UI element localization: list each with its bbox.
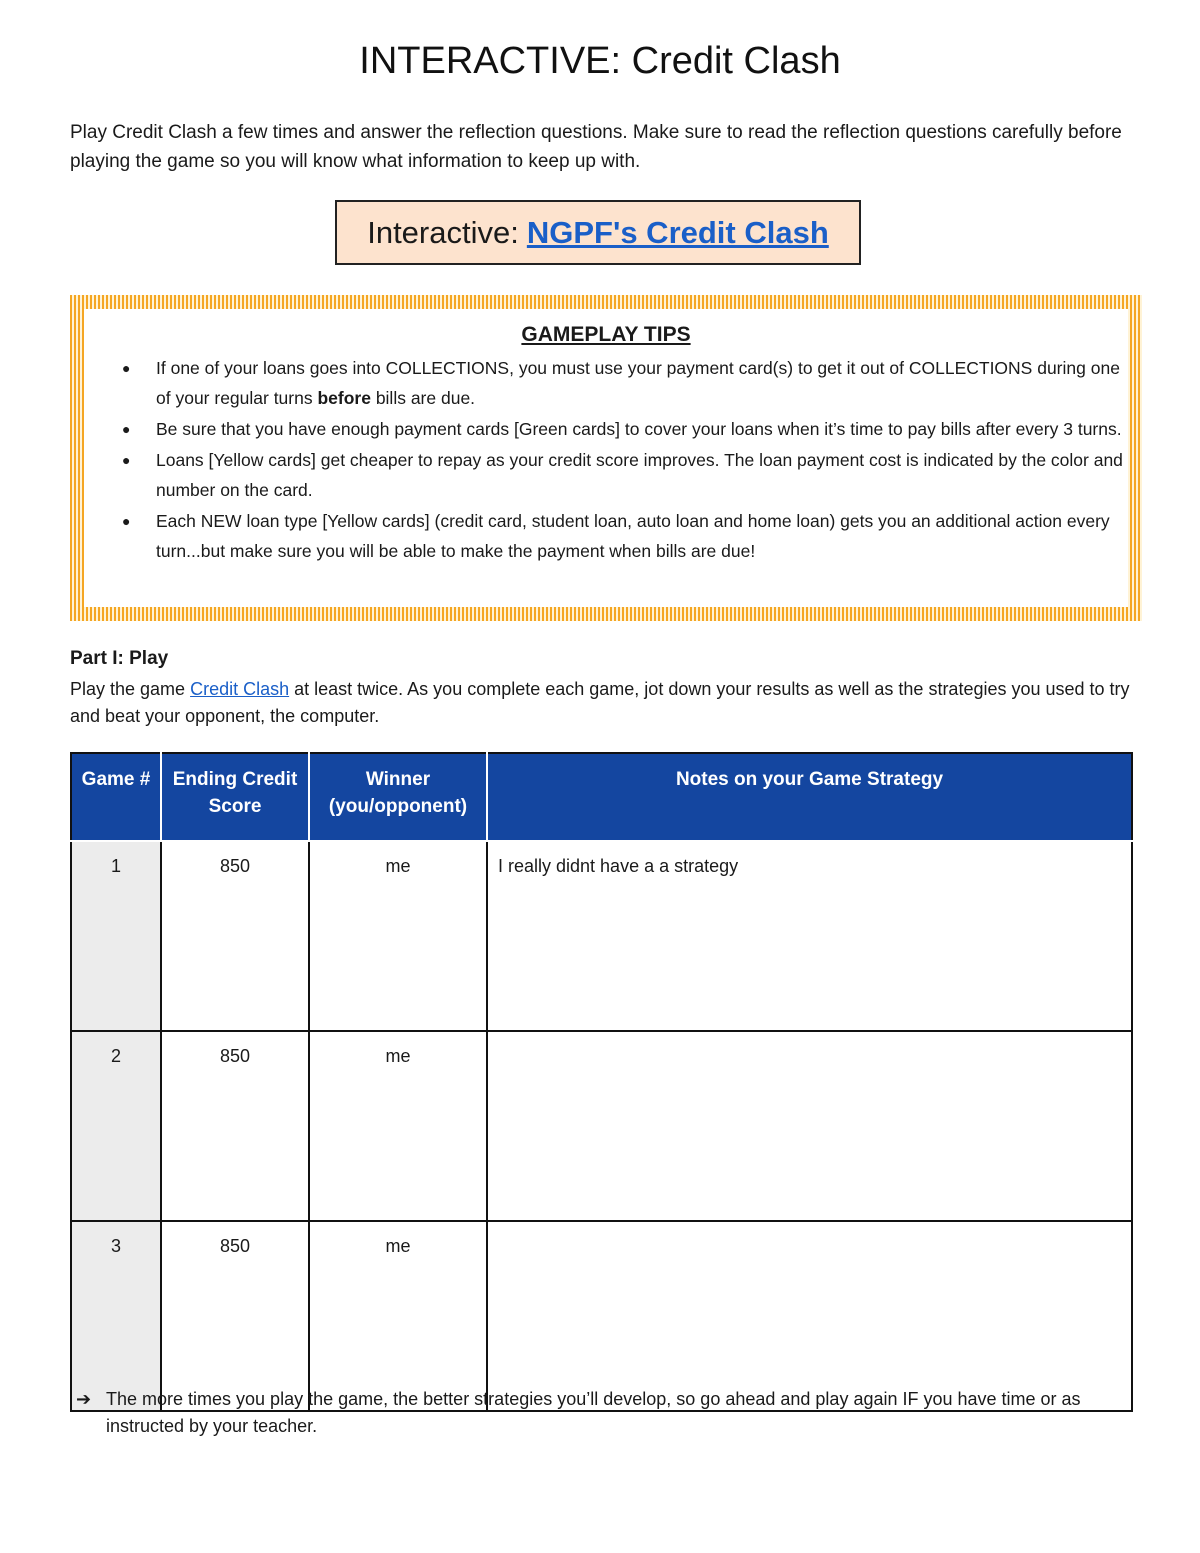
tips-list <box>84 353 1128 566</box>
tip-text: If one of your loans goes into COLLECTIONS, you must use your payment card(s) to get it out of COLLECTIONS during one of your regular turns <box>156 358 1120 408</box>
page-title: INTERACTIVE: Credit Clash <box>359 40 841 82</box>
gameplay-tips-box <box>70 295 1142 621</box>
header-winner: Winner (you/opponent) <box>309 753 487 841</box>
header-notes: Notes on your Game Strategy <box>487 753 1132 841</box>
game-number-cell: 2 <box>71 1031 161 1221</box>
tip-text: Each NEW loan type [Yellow cards] (credit card, student loan, auto loan and home loan) gets you an additional action every turn...but make sure you will be able to make the payment when bills are due! <box>156 511 1110 561</box>
footer-note-text: The more times you play the game, the better strategies you’ll develop, so go ahead and play again IF you have time or as instructed by your teacher. <box>106 1389 1081 1436</box>
arrow-right-icon: ➔ <box>76 1389 92 1409</box>
winner-cell[interactable]: me <box>309 841 487 1031</box>
game-number-cell: 1 <box>71 841 161 1031</box>
tips-heading: GAMEPLAY TIPS <box>521 323 691 346</box>
winner-cell[interactable]: me <box>309 1221 487 1411</box>
table-row <box>71 841 1132 1031</box>
intro-paragraph: Play Credit Clash a few times and answer the reflection questions. Make sure to read the reflection questions carefully before playing the game so you will know what information to keep up with. <box>70 122 1122 172</box>
credit-score-cell[interactable]: 850 <box>161 1031 309 1221</box>
table-row <box>71 1221 1132 1411</box>
credit-clash-inline-link[interactable]: Credit Clash <box>190 679 290 699</box>
tip-bold-text: before <box>317 388 371 408</box>
credit-score-cell[interactable]: 850 <box>161 1221 309 1411</box>
part-one-instructions <box>70 676 1140 730</box>
game-number-cell: 3 <box>71 1221 161 1411</box>
footer-note <box>76 1386 1136 1440</box>
credit-clash-main-link[interactable]: NGPF's Credit Clash <box>526 214 829 250</box>
bullet-icon: ● <box>122 360 131 376</box>
winner-cell[interactable]: me <box>309 1031 487 1221</box>
tip-item <box>122 414 1124 444</box>
tip-item <box>122 353 1124 413</box>
bullet-icon: ● <box>122 421 131 437</box>
tip-text: Loans [Yellow cards] get cheaper to repay as your credit score improves. The loan payment cost is indicated by the color and number on the card. <box>156 450 1123 500</box>
interactive-link-box <box>335 200 861 265</box>
notes-cell[interactable]: I really didnt have a a strategy <box>487 841 1132 1031</box>
header-ending-credit-score: Ending Credit Score <box>161 753 309 841</box>
part-one-text-start: Play the game <box>70 679 191 699</box>
table-header-row <box>71 753 1132 841</box>
notes-cell[interactable] <box>487 1221 1132 1411</box>
tip-text: Be sure that you have enough payment cards [Green cards] to cover your loans when it’s time to pay bills after every 3 turns. <box>156 419 1122 439</box>
tip-item <box>122 445 1124 505</box>
bullet-icon: ● <box>122 452 131 468</box>
game-results-table <box>70 752 1133 1412</box>
part-one-heading: Part I: Play <box>70 648 169 669</box>
header-game-number: Game # <box>71 753 161 841</box>
tip-text-end: bills are due. <box>370 388 476 408</box>
credit-score-cell[interactable]: 850 <box>161 841 309 1031</box>
part-one-text-end: at least twice. As you complete each game, jot down your results as well as the strategies you used to try and beat your opponent, the computer. <box>70 679 1130 726</box>
tip-item <box>122 506 1124 566</box>
interactive-label: Interactive: <box>367 214 519 250</box>
notes-cell[interactable] <box>487 1031 1132 1221</box>
table-row <box>71 1031 1132 1221</box>
bullet-icon: ● <box>122 513 131 529</box>
